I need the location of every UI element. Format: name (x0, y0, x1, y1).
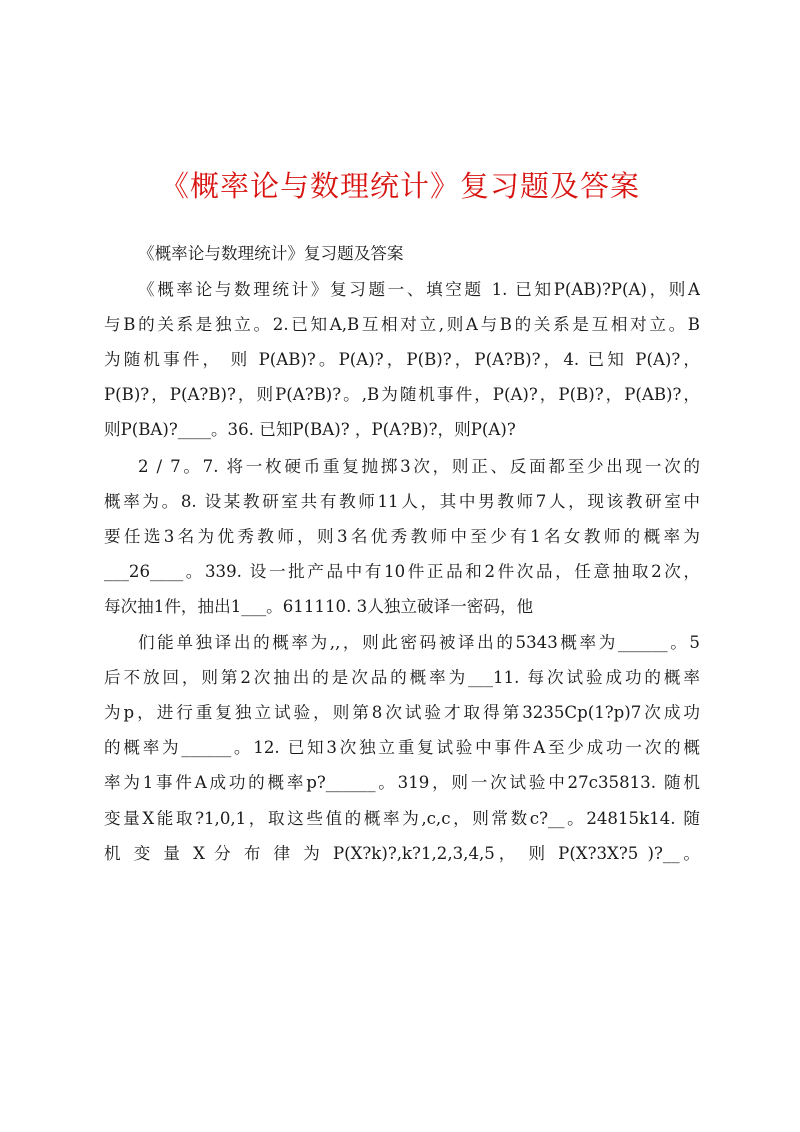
text-line: 的概率为______。12. 已知3次独立重复试验中事件A至少成功一次的概 (104, 738, 700, 758)
text-line: ___26____。339. 设一批产品中有10件正品和2件次品，任意抽取2次， (104, 561, 700, 581)
text-line: 为p，进行重复独立试验，则第8次试验才取得第3235Cp(1?p)7次成功 (104, 703, 700, 723)
text-line: P(B)?，P(A?B)?，则P(A?B)?。,B为随机事件，P(A)?，P(B)?，P(AB)?， (104, 385, 700, 405)
text-line: 机 变 量 X 分 布 律 为 P(X?k)?,k?1,2,3,4,5， 则 P(X?3X?5 )?__。 (104, 843, 700, 863)
paragraph (104, 236, 700, 271)
text-line: 后不放回，则第2次抽出的是次品的概率为___11. 每次试验成功的概率 (104, 668, 700, 688)
text-line: 们能单独译出的概率为,,，则此密码被译出的5343概率为______。5 (138, 633, 700, 653)
text-line: 则P(BA)?____。36. 已知P(BA)? ，P(A?B)?，则P(A)? (104, 420, 516, 440)
text-line: 2 / 7。7. 将一枚硬币重复抛掷3次，则正、反面都至少出现一次的 (138, 456, 700, 476)
paragraph (104, 449, 700, 624)
text-line: 概率为。8. 设某教研室共有教师11人，其中男教师7人，现该教研室中 (104, 491, 700, 511)
document-title: 《概率论与数理统计》复习题及答案 (159, 169, 640, 203)
text-line: 为随机事件， 则 P(AB)?。P(A)?，P(B)?，P(A?B)?，4. 已知 P(A)?， (104, 350, 700, 370)
text-line: 每次抽1件，抽出1___。611110. 3人独立破译一密码，他 (104, 596, 534, 616)
paragraph (104, 625, 700, 871)
document-body (104, 236, 700, 871)
text-line: 变量X能取?1,0,1，取这些值的概率为,c,c，则常数c?__。24815k14. 随 (104, 808, 700, 828)
text-line: 《概率论与数理统计》复习题及答案 (138, 244, 404, 263)
paragraph (104, 272, 700, 447)
text-line: 《概率论与数理统计》复习题一、填空题 1. 已知P(AB)?P(A)，则A (138, 280, 700, 300)
text-line: 要任选3名为优秀教师，则3名优秀教师中至少有1名女教师的概率为 (104, 526, 700, 546)
text-line: 率为1事件A成功的概率p?______。319，则一次试验中27c35813. 随机 (104, 773, 700, 793)
text-line: 与B的关系是独立。2.已知A,B互相对立,则A与B的关系是互相对立。B (104, 315, 700, 335)
